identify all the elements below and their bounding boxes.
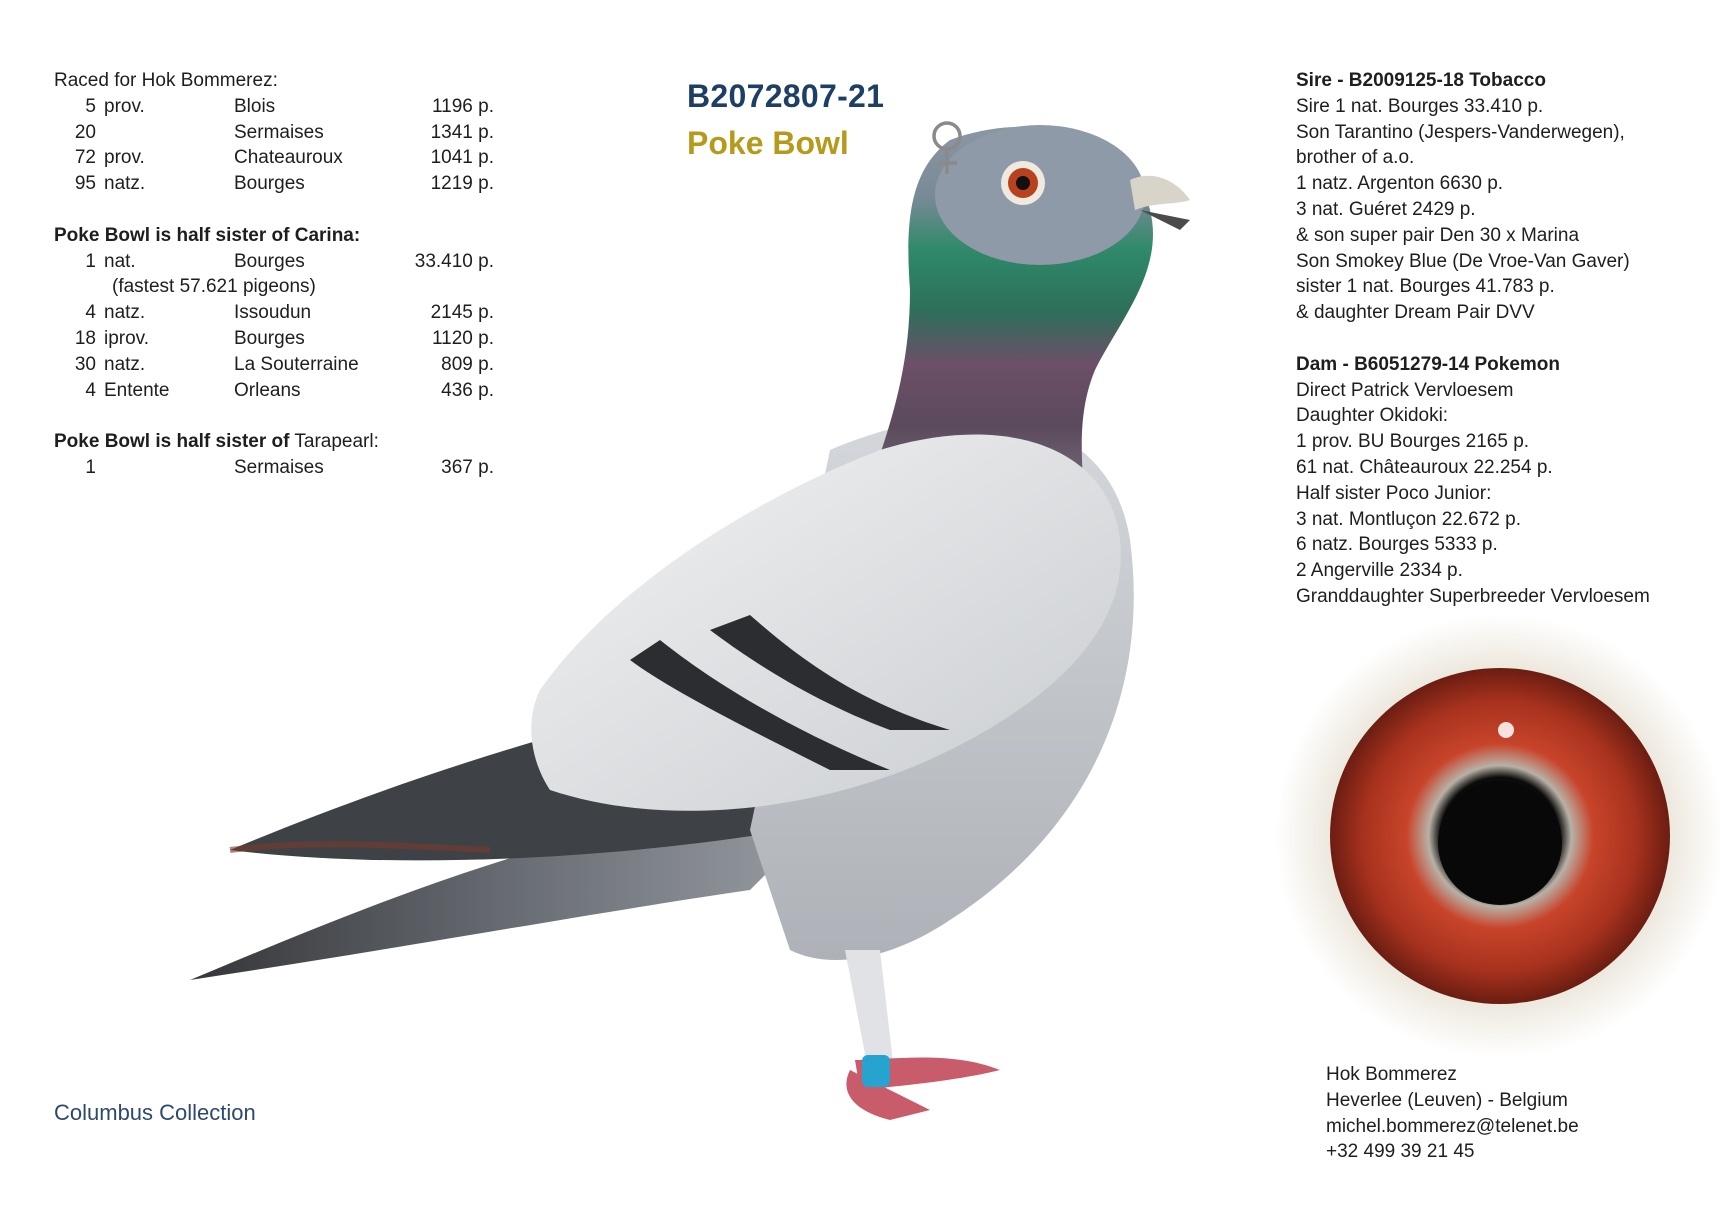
pedigree-section — [1296, 68, 1706, 610]
rank: 18 — [74, 327, 96, 349]
result-row — [54, 145, 514, 171]
result-row — [54, 455, 514, 481]
place: La Souterraine — [234, 353, 359, 375]
points: 1196 p. — [432, 95, 494, 117]
sire-line: & son super pair Den 30 x Marina — [1296, 224, 1580, 246]
loft-name: Hok Bommerez — [1326, 1064, 1457, 1085]
points: 367 p. — [441, 456, 494, 478]
result-row — [54, 249, 514, 275]
dam-line: Direct Patrick Vervloesem — [1296, 379, 1514, 401]
level: iprov. — [104, 327, 150, 349]
level — [104, 455, 234, 481]
dam-line: 2 Angerville 2334 p. — [1296, 560, 1463, 582]
phone: +32 499 39 21 45 — [1326, 1141, 1475, 1163]
rank: 1 — [85, 456, 96, 478]
sire-header: Sire - B2009125-18 Tobacco — [1296, 70, 1546, 91]
place: Bourges — [234, 327, 305, 349]
dam-line: Daughter Okidoki: — [1296, 405, 1449, 427]
dam-line: 61 nat. Châteauroux 22.254 p. — [1296, 456, 1553, 478]
place: Orleans — [234, 379, 301, 401]
level: Entente — [104, 379, 170, 401]
points: 1041 p. — [430, 147, 494, 169]
sire-line: 1 natz. Argenton 6630 p. — [1296, 173, 1504, 195]
result-row — [54, 378, 514, 404]
level: natz. — [104, 353, 146, 375]
rank: 4 — [85, 302, 96, 324]
collection-label: Columbus Collection — [54, 1100, 256, 1125]
level: natz. — [104, 302, 146, 324]
carina-title: Poke Bowl is half sister of Carina: — [54, 224, 361, 246]
dam-line: 3 nat. Montluçon 22.672 p. — [1296, 508, 1521, 530]
female-symbol-icon — [925, 118, 969, 178]
dam-line: Half sister Poco Junior: — [1296, 482, 1492, 504]
points: 809 p. — [441, 353, 494, 375]
rank: 20 — [74, 121, 96, 143]
place: Chateauroux — [234, 147, 343, 169]
dam-line: 6 natz. Bourges 5333 p. — [1296, 534, 1498, 556]
sire-line: Son Smokey Blue (De Vroe-Van Gaver) — [1296, 250, 1630, 272]
eye-closeup-image — [1238, 598, 1720, 1058]
sire-line: 3 nat. Guéret 2429 p. — [1296, 198, 1476, 220]
level: prov. — [104, 147, 145, 169]
rank: 5 — [85, 95, 96, 117]
sire-line: Sire 1 nat. Bourges 33.410 p. — [1296, 95, 1544, 117]
result-row — [54, 326, 514, 352]
ring-number: B2072807-21 — [687, 78, 885, 114]
place: Blois — [234, 95, 276, 117]
result-row — [54, 300, 514, 326]
rank: 1 — [85, 250, 96, 272]
contact-block — [1326, 1062, 1579, 1165]
dam-line: Granddaughter Superbreeder Vervloesem — [1296, 585, 1650, 607]
place: Sermaises — [234, 121, 324, 143]
result-row — [54, 171, 514, 197]
level — [104, 120, 234, 146]
points: 33.410 p. — [414, 250, 494, 272]
place: Sermaises — [234, 456, 324, 478]
points: 1341 p. — [430, 121, 494, 143]
result-row — [54, 94, 514, 120]
sire-line: Son Tarantino (Jespers-Vanderwegen), — [1296, 121, 1625, 143]
race-results-section — [54, 68, 514, 481]
place: Bourges — [234, 250, 305, 272]
place: Bourges — [234, 173, 305, 195]
dam-line: 1 prov. BU Bourges 2165 p. — [1296, 431, 1530, 453]
sire-line: brother of a.o. — [1296, 147, 1415, 169]
rank: 30 — [74, 353, 96, 375]
points: 1219 p. — [430, 173, 494, 195]
dam-header: Dam - B6051279-14 Pokemon — [1296, 353, 1561, 375]
points: 436 p. — [441, 379, 494, 401]
fastest-note: (fastest 57.621 pigeons) — [112, 276, 316, 298]
level: nat. — [104, 250, 136, 272]
results-title: Raced for Hok Bommerez: — [54, 70, 278, 91]
result-row — [54, 120, 514, 146]
points: 1120 p. — [432, 327, 494, 349]
level: prov. — [104, 95, 145, 117]
rank: 72 — [74, 147, 96, 169]
place: Issoudun — [234, 302, 312, 324]
rank: 4 — [85, 379, 96, 401]
tarapearl-title: Poke Bowl is half sister of Tarapearl: — [54, 431, 379, 453]
address: Heverlee (Leuven) - Belgium — [1326, 1089, 1568, 1111]
sire-line: sister 1 nat. Bourges 41.783 p. — [1296, 276, 1555, 298]
points: 2145 p. — [430, 302, 494, 324]
level: natz. — [104, 173, 146, 195]
pigeon-name: Poke Bowl — [687, 125, 849, 161]
sire-line: & daughter Dream Pair DVV — [1296, 302, 1535, 324]
result-row — [54, 352, 514, 378]
email: michel.bommerez@telenet.be — [1326, 1115, 1579, 1137]
rank: 95 — [74, 173, 96, 195]
pigeon-heading — [687, 78, 884, 162]
